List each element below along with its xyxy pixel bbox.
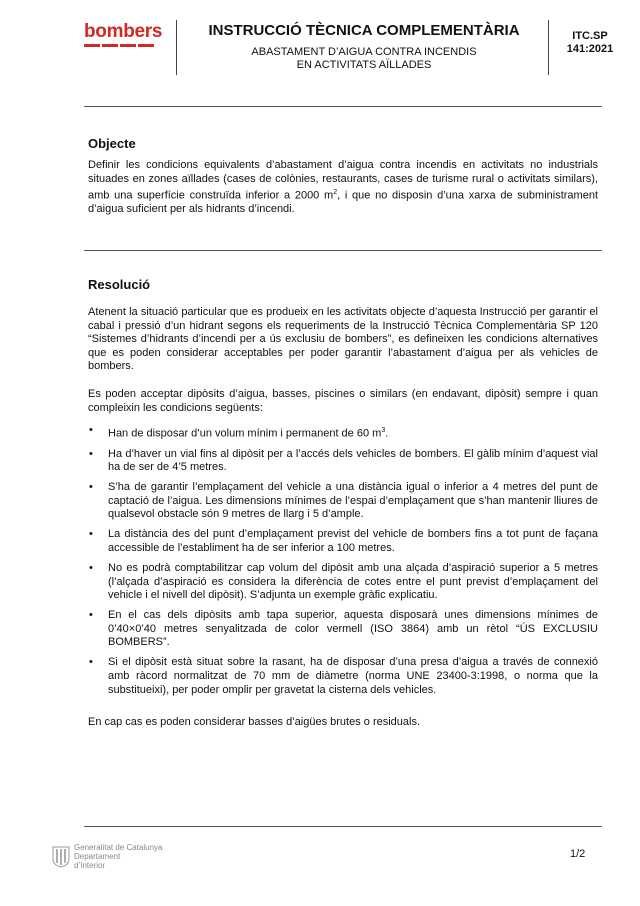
- footer-rule: [84, 826, 602, 827]
- objecte-paragraph: Definir les condicions equivalents d’abastament d’aigua contra incendis en activitats no industrials situades en zones aïllades (cases de colònies, restaurants, cases de turisme rural o activitats similars), amb una superfície construïda inferior a 2000 $m^2$, i que no disposin d’una xarxa de subministrament d’aigua suficient per als hidrants d’incendi.: [88, 159, 599, 216]
- header-divider-right: [548, 20, 549, 75]
- bullet-icon: •: [89, 528, 93, 541]
- bullet-icon: •: [89, 561, 93, 574]
- document-code-year: 141:2021: [566, 43, 614, 55]
- list-item: • La distància des del punt d’emplaçament previst del vehicle de bombers fins a tot punt de façana accessible de l’establiment ha de ser inferior a 100 metres.: [89, 528, 598, 554]
- resolucio-paragraph-2: Es poden acceptar dipòsits d’aigua, basses, piscines o similars (en endavant, dipòsit) sempre i quan compleixin les condicions següents:: [88, 388, 598, 414]
- logo-stripes: [84, 44, 162, 47]
- generalitat-shield-icon: [52, 846, 70, 868]
- generalitat-logo: [52, 843, 163, 870]
- section-title-resolucio: Resolució: [88, 277, 151, 292]
- header-rule: [84, 106, 602, 107]
- bullet-icon: •: [89, 424, 93, 436]
- bullet-icon: •: [89, 656, 93, 669]
- list-item: • Si el dipòsit està situat sobre la rasant, ha de disposar d’una presa d’aigua a través de connexió amb ràcord normalitzat de 70 mm de diàmetre (norma UNE 23400-3:1998, o norma que la substitueixi), per poder omplir per gravetat la cisterna dels vehicles.: [89, 656, 598, 696]
- closing-paragraph: En cap cas es poden considerar basses d’aigües brutes o residuals.: [88, 716, 421, 728]
- generalitat-text: Generalitat de Catalunya Departament d’Interior: [74, 843, 163, 870]
- bombers-logo: [84, 22, 162, 47]
- list-item: • S’ha de garantir l’emplaçament del vehicle a una distància igual o inferior a 4 metres del punt de captació de l’aigua. Les dimensions mínimes de l’espai d’emplaçament que s’han mantenir lliures de qualsevol obstacle són 9 metres de llarg i 5 d’ample.: [89, 481, 598, 521]
- resolucio-paragraph-1: Atenent la situació particular que es produeix en les activitats objecte d’aquesta Instrucció per garantir el cabal i pressió d’un hidrant segons els requeriments de la Instrucció Tècnica Complementària SP 120 “Sistemes d’hidrants d’incendi per a ús exclusiu de bombers”, es defineixen les condicions alternatives que es poden considerar acceptables per poder garantir l’abastament d’aigua per als vehicles de bombers.: [88, 306, 598, 373]
- document-title: INSTRUCCIÓ TÈCNICA COMPLEMENTÀRIA: [208, 22, 520, 39]
- document-subtitle: ABASTAMENT D’AIGUA CONTRA INCENDIS EN ACTIVITATS AÏLLADES: [251, 46, 477, 71]
- list-item: • Han de disposar d’un volum mínim i permanent de 60 $m^3$.: [89, 424, 389, 440]
- section-rule: [84, 250, 602, 251]
- conditions-list: [88, 424, 598, 703]
- bullet-icon: •: [89, 609, 93, 622]
- logo-text: bombers: [84, 21, 163, 42]
- list-item: • No es podrà comptabilitzar cap volum del dipòsit amb una alçada d’aspiració superior a 5 metres (l’alçada d’aspiració es considera la diferència de cotes entre el punt previst d’emplaçament del vehicle i el nivell del dipòsit). S’adjunta un exemple gràfic explicatiu.: [89, 561, 598, 602]
- list-item: • En el cas dels dipòsits amb tapa superior, aquesta disposarà unes dimensions mínimes de 0’40×0’40 metres senyalitzada de color vermell (ISO 3864) amb un rètol “ÚS EXCLUSIU BOMBERS”.: [89, 609, 598, 649]
- bullet-icon: •: [89, 481, 93, 494]
- bullet-icon: •: [89, 447, 93, 460]
- page-number: 1/2: [570, 848, 586, 860]
- section-title-objecte: Objecte: [88, 136, 136, 151]
- list-item: • Ha d’haver un vial fins al dipòsit per a l’accés dels vehicles de bombers. El gàlib mínim d’aquest vial ha de ser de 4’5 metres.: [89, 447, 598, 474]
- document-code: ITC.SP: [572, 30, 608, 42]
- header-divider-left: [176, 20, 177, 75]
